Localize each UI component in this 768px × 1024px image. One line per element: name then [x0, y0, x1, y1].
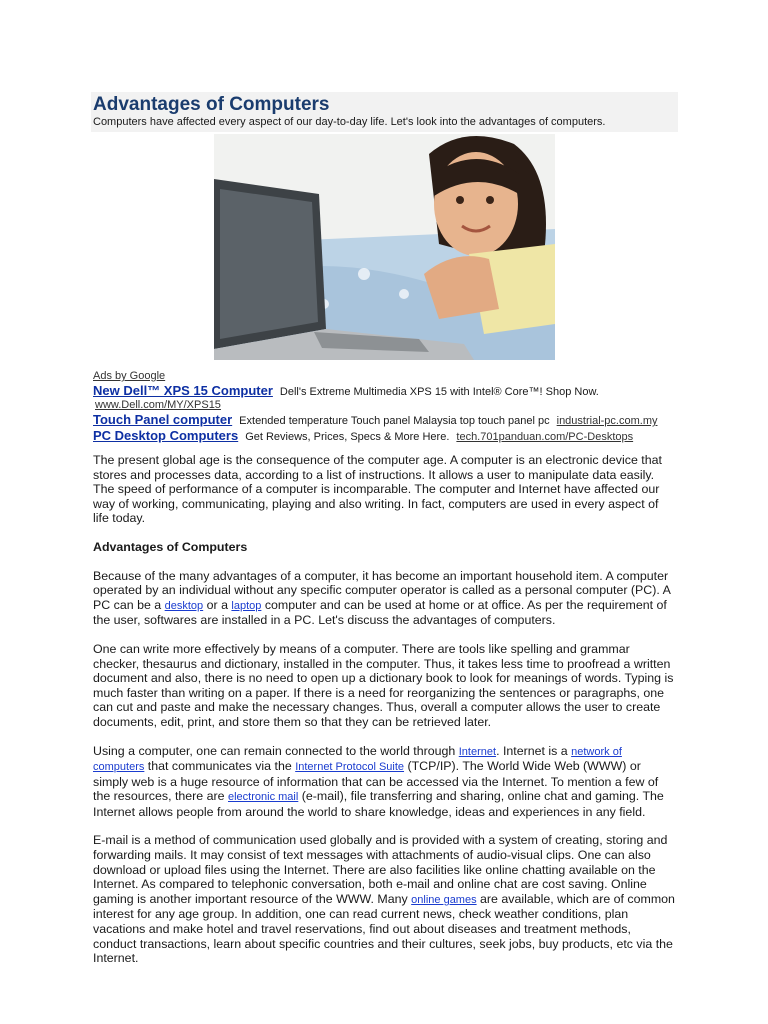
ad-headline-link[interactable]: PC Desktop Computers: [93, 428, 239, 443]
ad-item: [93, 413, 676, 428]
text-span: (TCP/IP). The World Wide Web (WWW) or simply web is a huge resource of information that can be accessed via the Internet. To mention a few of the resources, there are: [93, 759, 659, 804]
ad-description: Get Reviews, Prices, Specs & More Here.: [245, 431, 450, 443]
text-span: are available, which are of common interest for any age group. In addition, one can read current news, check weather conditions, plan vacations and make hotel and travel reservations, find out about diseases and treatment methods, conduct transactions, learn about specific countries and their cultures, seek jobs, buy products, etc via the Internet.: [93, 891, 675, 966]
paragraph-household: [93, 569, 676, 628]
text-span: (e-mail), file transferring and sharing, online chat and gaming. The Internet allows people from around the world to share knowledge, ideas and experiences in any field.: [93, 789, 664, 819]
internet-link[interactable]: Internet: [458, 745, 497, 758]
paragraph-writing: One can write more effectively by means of a computer. There are tools like spelling and grammar checker, thesaurus and dictionary, installed in the computer. Thus, it takes less time to proofread a written document and also, there is no need to open up a dictionary book to look for meanings of words. Typing is much faster than writing on a paper. If there is a need for reorganizing the sentences or paragraphs, one can cut and paste and make the necessary changes. Thus, overall a computer allows the user to create documents, edit, print, and store them so that they can be retrieved later.: [93, 641, 674, 729]
internet-protocol-suite-link[interactable]: Internet Protocol Suite: [295, 761, 405, 774]
girl-with-laptop-image: [214, 134, 555, 360]
ad-headline-link[interactable]: Touch Panel computer: [93, 412, 233, 427]
laptop-link[interactable]: laptop: [231, 599, 262, 612]
online-games-link[interactable]: online games: [411, 893, 477, 906]
page-title: Advantages of Computers: [93, 94, 330, 115]
intro-text: Computers have affected every aspect of our day-to-day life. Let's look into the advantages of computers.: [93, 116, 606, 128]
text-span: or a: [203, 597, 232, 612]
ad-item: [93, 429, 676, 444]
ad-url-link[interactable]: industrial-pc.com.my: [556, 415, 658, 427]
ad-headline-link[interactable]: New Dell™ XPS 15 Computer: [93, 383, 273, 398]
title-block: [91, 92, 678, 132]
ads-block: [93, 370, 676, 444]
ad-url-link[interactable]: www.Dell.com/MY/XPS15: [95, 399, 221, 411]
network-of-computers-link[interactable]: network of computers: [93, 745, 622, 774]
text-span: E-mail is a method of communication used globally and is provided with a system of creating, storing and forwarding mails. It may consist of text messages with attachments of audio-visual clips. One can also download or upload files using the Internet. There are also facilities like online chatting available on the Internet. As compared to telephonic conversation, both e-mail and online chat are cost saving. Online gaming is another important resource of the WWW. Many: [93, 833, 668, 906]
text-span: computer and can be used at home or at office. As per the requirement of the user, softwares are installed in a PC. Let's discuss the advantages of computers.: [93, 597, 667, 628]
desktop-link[interactable]: desktop: [164, 599, 204, 612]
ad-description: Extended temperature Touch panel Malaysia top touch panel pc: [239, 415, 550, 427]
ads-by-google-link[interactable]: Ads by Google: [93, 370, 166, 382]
ad-description: Dell's Extreme Multimedia XPS 15 with Intel® Core™! Shop Now.: [279, 386, 599, 398]
text-span: that communicates via the: [144, 759, 296, 774]
paragraph-internet: [93, 744, 676, 820]
section-heading: Advantages of Computers: [93, 539, 248, 554]
text-span: Using a computer, one can remain connected to the world through: [93, 743, 459, 758]
ad-item: [93, 384, 676, 412]
text-span: Because of the many advantages of a computer, it has become an important household item. A computer operated by an individual without any specific computer operator is called as a personal computer (PC). A PC can be a: [93, 568, 671, 612]
document-page: [93, 92, 676, 966]
ad-url-link[interactable]: tech.701panduan.com/PC-Desktops: [456, 431, 634, 443]
paragraph-email: [93, 833, 676, 965]
paragraph-intro: The present global age is the consequence of the computer age. A computer is an electronic device that stores and processes data, according to a list of instructions. It allows a user to manipulate data easily. The speed of performance of a computer is incomparable. The computer and Internet have affected our way of working, communicating, playing and also writing. In fact, computers are used in every aspect of life today.: [93, 453, 662, 526]
text-span: . Internet is a: [496, 743, 572, 758]
electronic-mail-link[interactable]: electronic mail: [228, 791, 299, 804]
